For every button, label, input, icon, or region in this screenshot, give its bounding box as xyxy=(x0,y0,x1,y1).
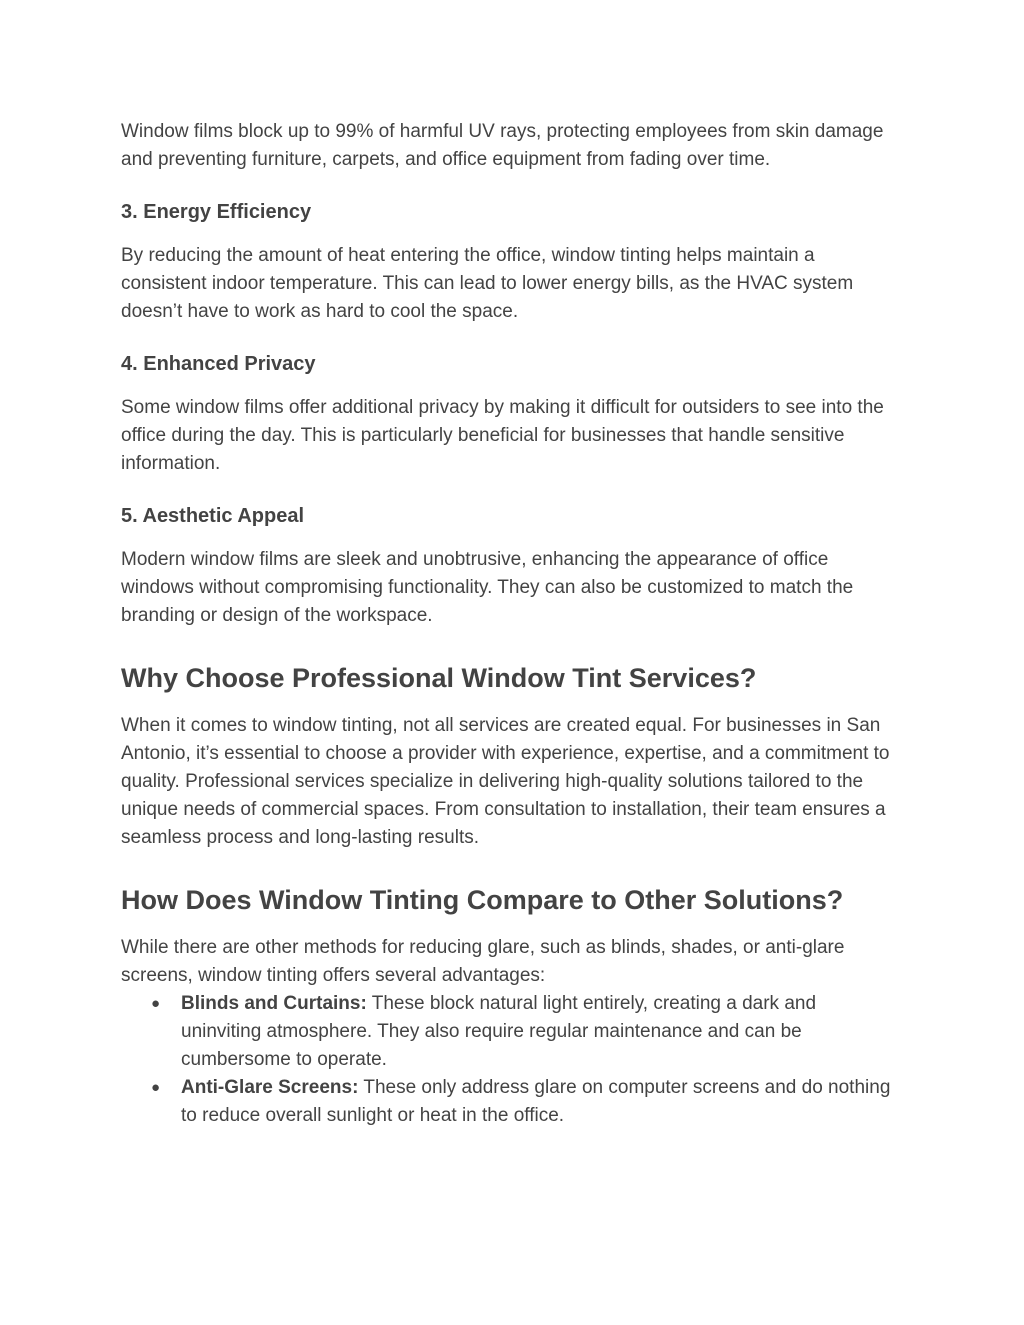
list-item xyxy=(121,990,901,1074)
heading-why-choose: Why Choose Professional Window Tint Services? xyxy=(121,663,757,693)
heading-compare: How Does Window Tinting Compare to Other Solutions? xyxy=(121,885,844,915)
intro-paragraph: Window films block up to 99% of harmful UV rays, protecting employees from skin damage and preventing furniture, carpets, and office equipment from fading over time. xyxy=(121,121,884,170)
bullet-icon: ● xyxy=(151,1079,161,1096)
document-page xyxy=(121,118,901,1130)
list-item-text: These block natural light entirely, creating a dark and uninviting atmosphere. They also require regular maintenance and can be cumbersome to operate. xyxy=(181,993,817,1070)
list-item-label: Anti-Glare Screens: xyxy=(181,1077,359,1098)
body-compare: While there are other methods for reducing glare, such as blinds, shades, or anti-glare screens, window tinting offers several advantages: xyxy=(121,937,845,986)
section-body-aesthetic-appeal: Modern window films are sleek and unobtrusive, enhancing the appearance of office windows without compromising functionality. They can also be customized to match the branding or design of the workspace. xyxy=(121,549,854,626)
section-heading-enhanced-privacy: 4. Enhanced Privacy xyxy=(121,353,316,375)
section-heading-aesthetic-appeal: 5. Aesthetic Appeal xyxy=(121,505,305,527)
list-item-label: Blinds and Curtains: xyxy=(181,993,367,1014)
section-body-enhanced-privacy: Some window films offer additional privacy by making it difficult for outsiders to see into the office during the day. This is particularly beneficial for businesses that handle sensitive information. xyxy=(121,397,884,474)
comparison-list xyxy=(121,990,901,1130)
section-body-energy-efficiency: By reducing the amount of heat entering the office, window tinting helps maintain a consistent indoor temperature. This can lead to lower energy bills, as the HVAC system doesn’t have to work as hard to cool the space. xyxy=(121,245,854,322)
bullet-icon: ● xyxy=(151,995,161,1012)
list-item xyxy=(121,1074,901,1130)
section-heading-energy-efficiency: 3. Energy Efficiency xyxy=(121,201,312,223)
body-why-choose: When it comes to window tinting, not all services are created equal. For businesses in San Antonio, it’s essential to choose a provider with experience, expertise, and a commitment to quality. Professional services specialize in delivering high-quality solutions tailored to the unique needs of commercial spaces. From consultation to installation, their team ensures a seamless process and long-lasting results. xyxy=(121,715,890,848)
list-item-text: These only address glare on computer screens and do nothing to reduce overall sunlight or heat in the office. xyxy=(181,1077,891,1126)
